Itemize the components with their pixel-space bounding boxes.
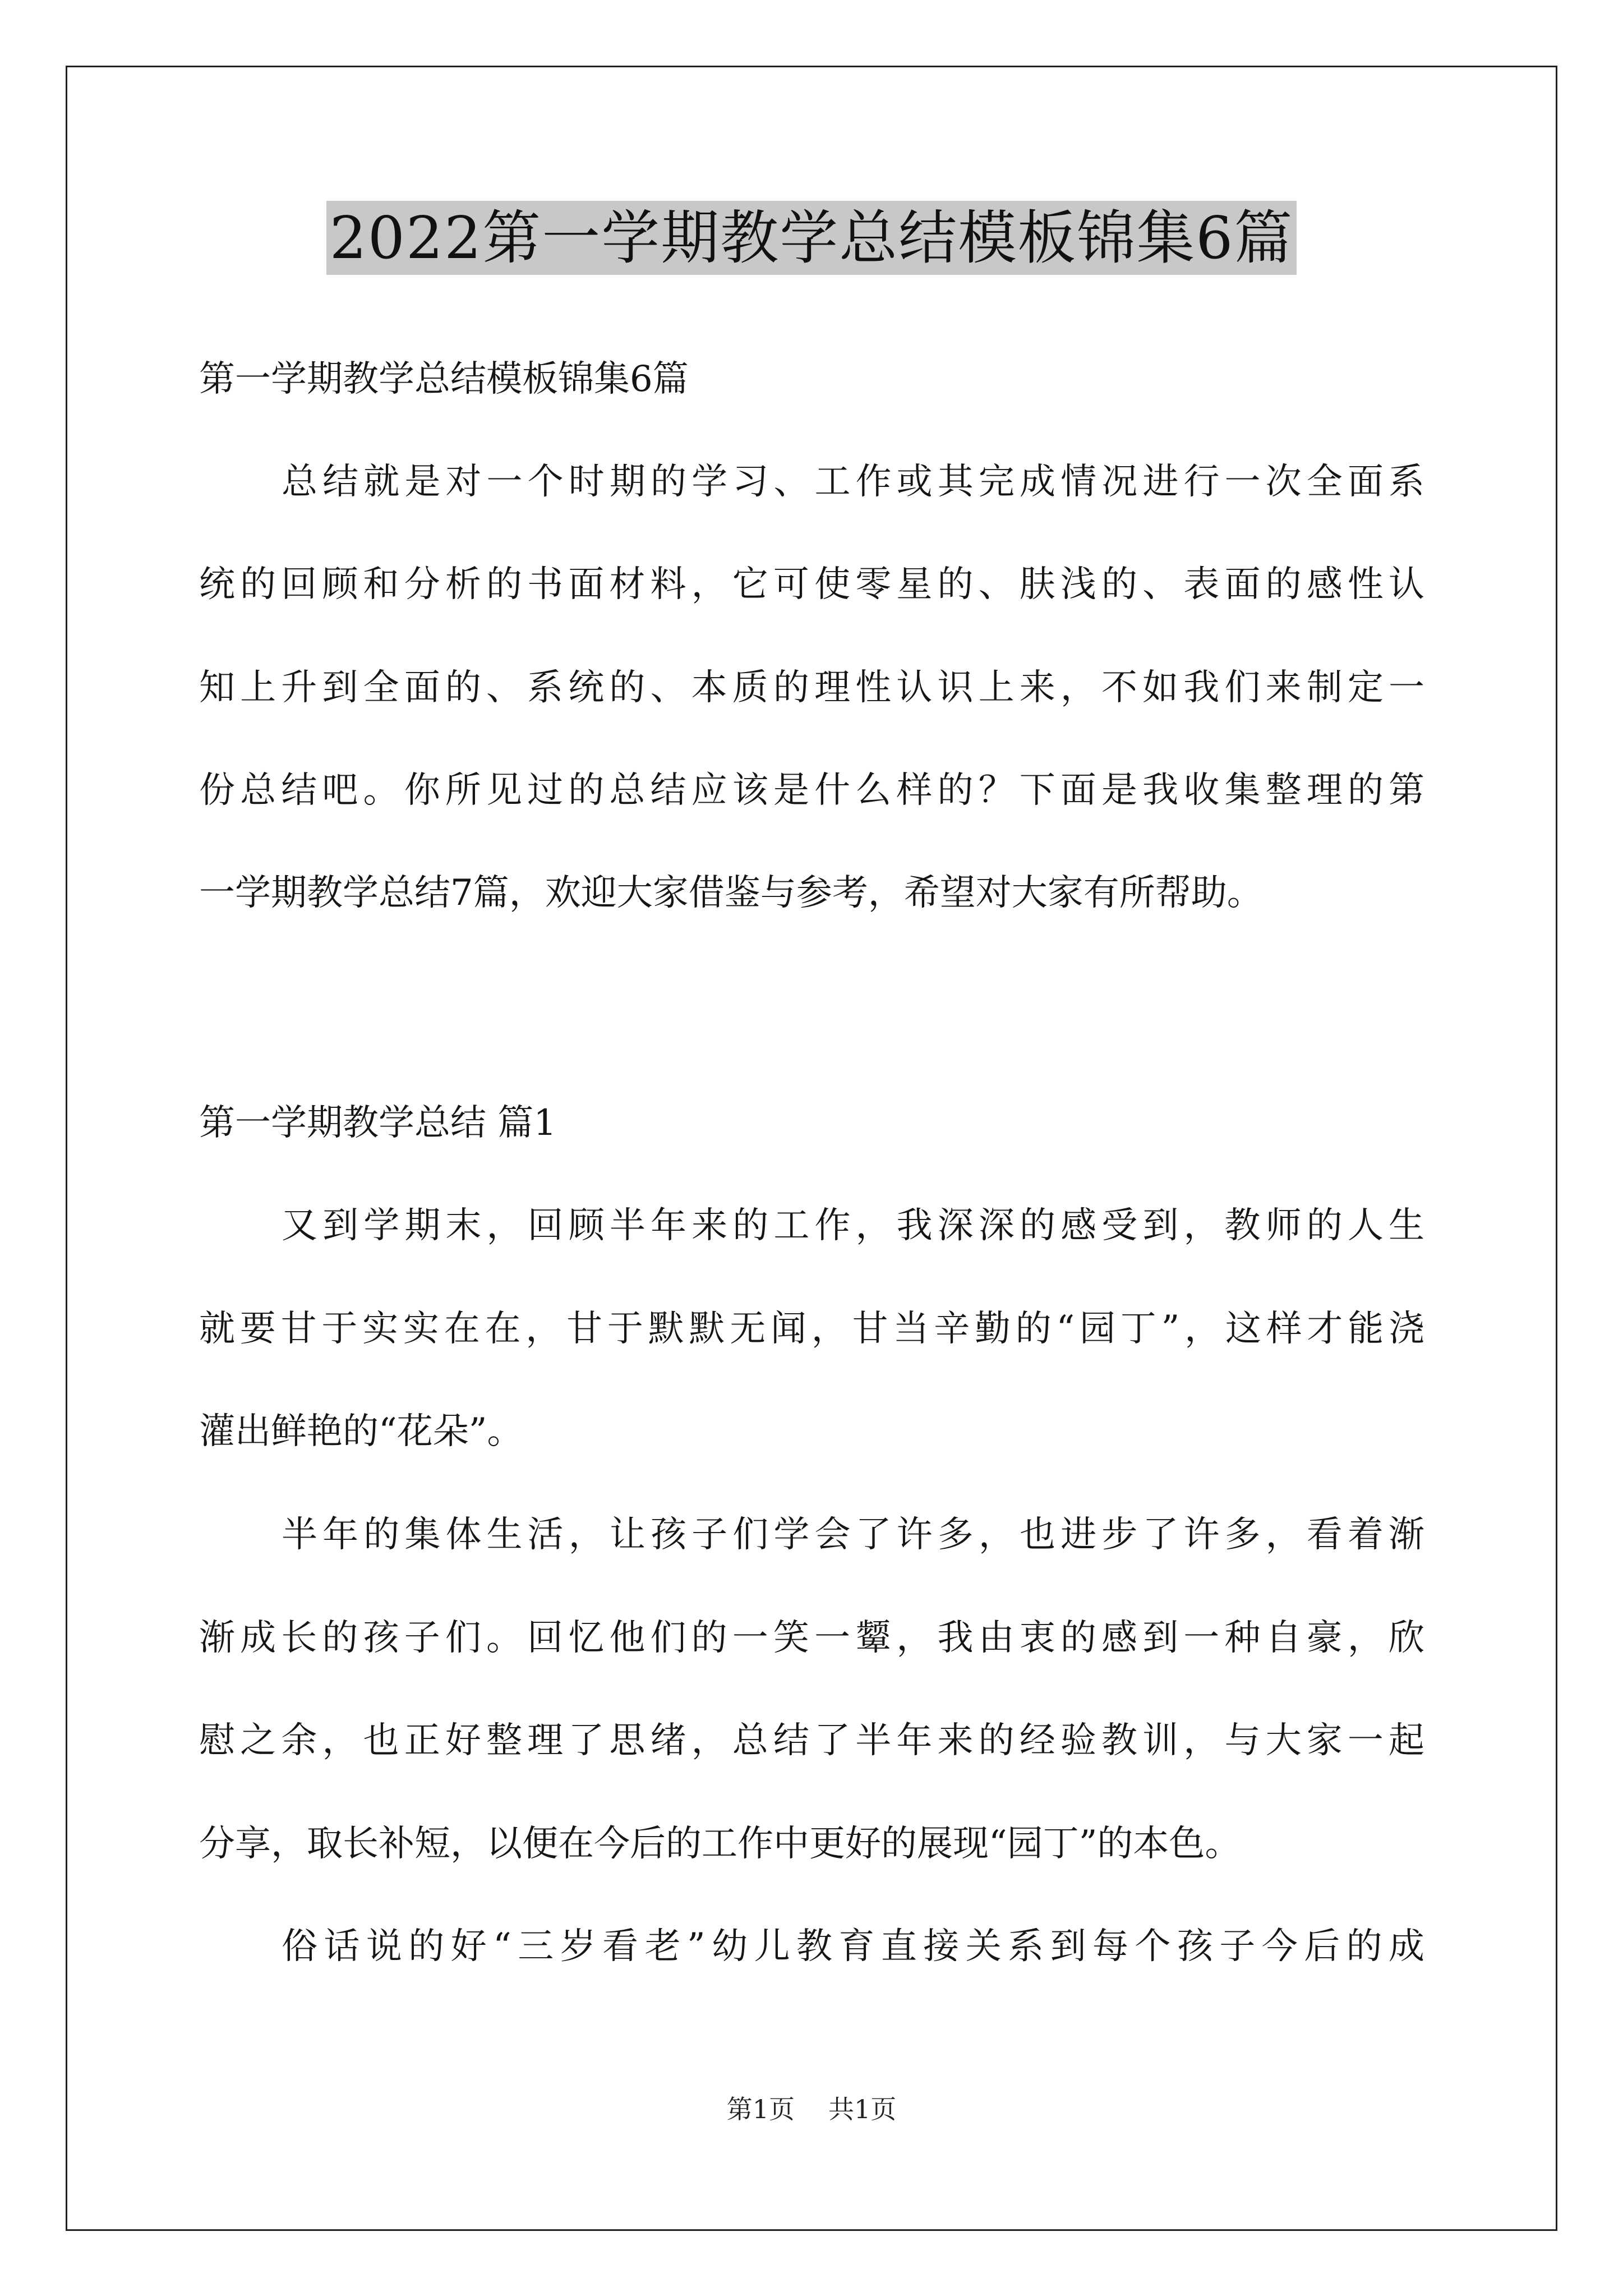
intro-line: 一学期教学总结7篇，欢迎大家借鉴与参考，希望对大家有所帮助。 [199, 872, 1263, 914]
paragraph-line: 渐成长的孩子们。回忆他们的一笑一颦，我由衷的感到一种自豪，欣 [199, 1617, 1424, 1659]
document-title: 2022第一学期教学总结模板锦集6篇 [326, 201, 1297, 275]
paragraph-line: 俗话说的好“三岁看老”幼儿教育直接关系到每个孩子今后的成 [282, 1926, 1424, 1967]
page-total: 共1页 [828, 2094, 897, 2124]
paragraph-line: 慰之余，也正好整理了思绪，总结了半年来的经验教训，与大家一起 [199, 1720, 1424, 1761]
section-heading: 第一学期教学总结 篇1 [199, 1102, 557, 1144]
page-number: 第1页 [726, 2094, 795, 2124]
page-footer [0, 2092, 1623, 2126]
intro-line: 统的回顾和分析的书面材料，它可使零星的、肤浅的、表面的感性认 [199, 564, 1424, 605]
intro-line: 知上升到全面的、系统的、本质的理性认识上来，不如我们来制定一 [199, 667, 1424, 708]
paragraph-line: 分享，取长补短，以便在今后的工作中更好的展现“园丁”的本色。 [199, 1823, 1241, 1865]
paragraph-line: 就要甘于实实在在，甘于默默无闻，甘当辛勤的“园丁”，这样才能浇 [199, 1308, 1424, 1350]
paragraph-line: 灌出鲜艳的“花朵”。 [199, 1411, 523, 1452]
paragraph-line: 半年的集体生活，让孩子们学会了许多，也进步了许多，看着渐 [282, 1514, 1424, 1556]
paragraph-line: 又到学期末，回顾半年来的工作，我深深的感受到，教师的人生 [282, 1205, 1424, 1246]
intro-line: 份总结吧。你所见过的总结应该是什么样的？下面是我收集整理的第 [199, 770, 1424, 811]
title-container [0, 201, 1623, 275]
intro-line: 总结就是对一个时期的学习、工作或其完成情况进行一次全面系 [282, 461, 1424, 503]
subtitle: 第一学期教学总结模板锦集6篇 [199, 358, 689, 400]
